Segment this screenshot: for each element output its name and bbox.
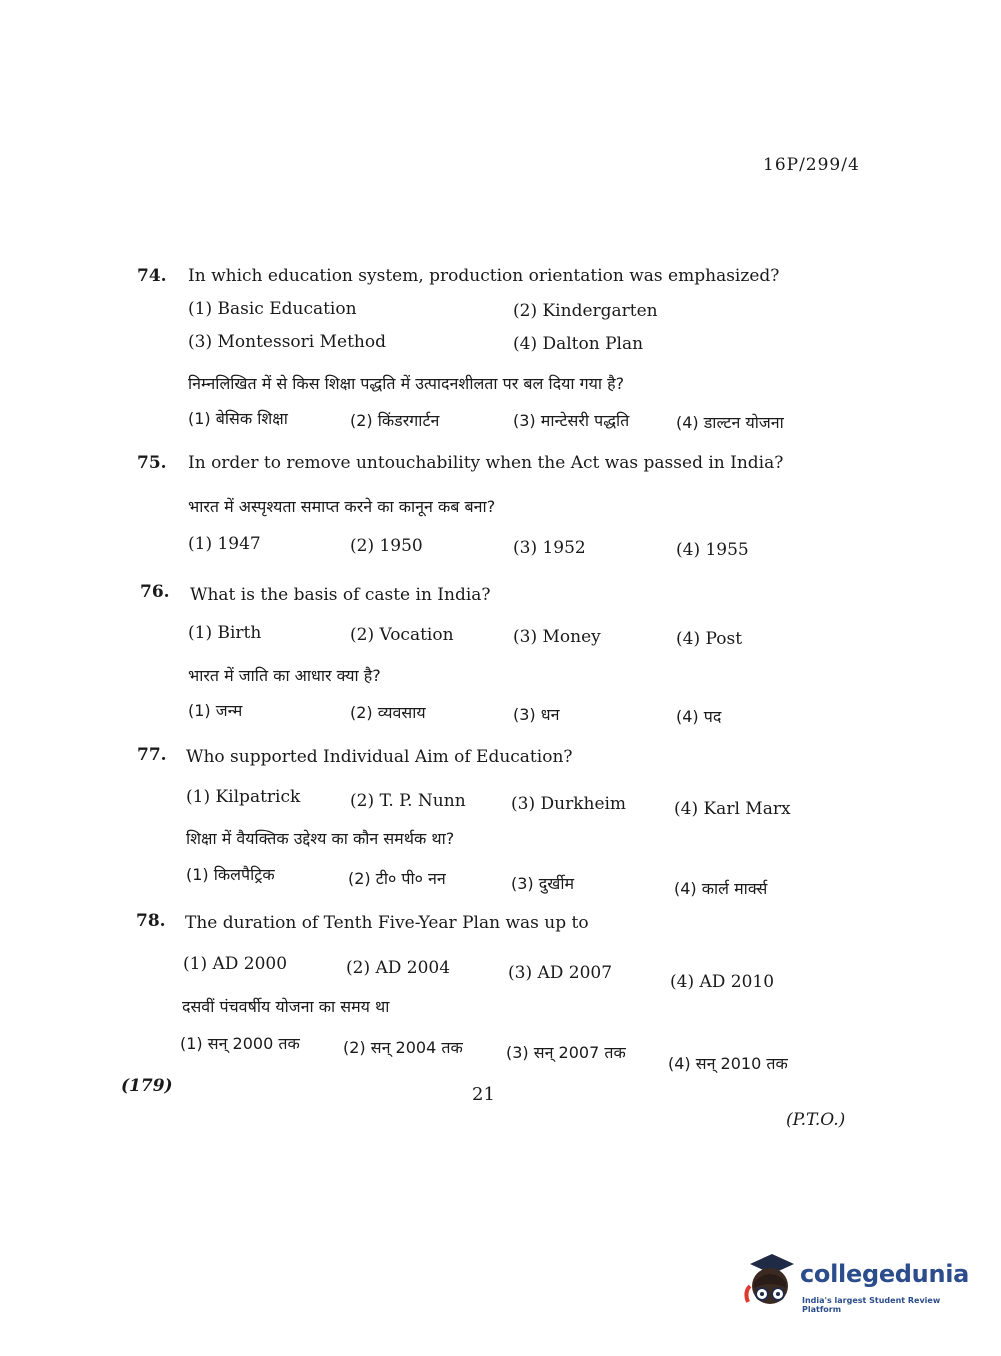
option-3: (3) Montessori Method [188, 332, 386, 352]
hindi-option-4: (4) डाल्टन योजना [676, 413, 784, 432]
option-4: (4) Dalton Plan [513, 334, 644, 354]
hindi-option-1: (1) बेसिक शिक्षा [188, 409, 288, 428]
option-4: (4) 1955 [676, 540, 749, 560]
question-text: In which education system, production orientation was emphasized? [188, 266, 780, 286]
page-number: 21 [472, 1084, 495, 1105]
hindi-option-4: (4) कार्ल मार्क्स [674, 879, 768, 898]
option-3: (3) Money [513, 627, 601, 647]
hindi-option-3: (3) मान्टेसरी पद्धति [513, 411, 630, 430]
option-1: (1) 1947 [188, 534, 261, 554]
option-2: (2) T. P. Nunn [350, 791, 466, 811]
option-4: (4) Karl Marx [674, 799, 791, 819]
hindi-option-4: (4) सन् 2010 तक [668, 1054, 788, 1073]
question-number: 78. [136, 911, 166, 931]
hindi-option-3: (3) सन् 2007 तक [506, 1043, 626, 1062]
hindi-question-text: दसवीं पंचवर्षीय योजना का समय था [182, 997, 390, 1016]
question-number: 76. [140, 582, 170, 602]
hindi-question-text: भारत में अस्पृश्यता समाप्त करने का कानून कब बना? [188, 497, 496, 516]
paper-code: 16P/299/4 [763, 155, 860, 175]
question-text: Who supported Individual Aim of Education? [186, 747, 573, 767]
option-4: (4) Post [676, 629, 743, 649]
hindi-question-text: निम्नलिखित में से किस शिक्षा पद्धति में उत्पादनशीलता पर बल दिया गया है? [188, 374, 625, 393]
question-number: 75. [137, 453, 167, 473]
student-mascot-icon [742, 1252, 798, 1312]
option-2: (2) 1950 [350, 536, 423, 556]
option-2: (2) Kindergarten [513, 301, 658, 321]
option-1: (1) Birth [188, 623, 262, 643]
question-text: In order to remove untouchability when the Act was passed in India? [188, 453, 784, 473]
collegedunia-logo [742, 1252, 972, 1314]
option-1: (1) Basic Education [188, 299, 357, 319]
question-number: 77. [137, 745, 167, 765]
footer-code: (179) [121, 1076, 173, 1096]
hindi-option-2: (2) सन् 2004 तक [343, 1038, 463, 1057]
hindi-option-2: (2) व्यवसाय [350, 703, 426, 722]
option-1: (1) AD 2000 [183, 954, 288, 974]
option-2: (2) Vocation [350, 625, 454, 645]
hindi-option-1: (1) सन् 2000 तक [180, 1034, 300, 1053]
option-3: (3) Durkheim [511, 794, 627, 814]
question-number: 74. [137, 266, 167, 286]
hindi-option-4: (4) पद [676, 707, 722, 726]
pto-label: (P.T.O.) [786, 1110, 846, 1130]
hindi-option-2: (2) किंडरगार्टन [350, 411, 440, 430]
hindi-option-3: (3) धन [513, 705, 560, 724]
hindi-option-3: (3) दुर्खीम [511, 874, 575, 893]
hindi-option-1: (1) जन्म [188, 701, 243, 720]
hindi-question-text: भारत में जाति का आधार क्या है? [188, 666, 381, 685]
question-text: The duration of Tenth Five-Year Plan was up to [185, 913, 589, 933]
question-text: What is the basis of caste in India? [190, 585, 491, 605]
option-3: (3) 1952 [513, 538, 586, 558]
hindi-option-2: (2) टी० पी० नन [348, 869, 446, 888]
option-4: (4) AD 2010 [670, 972, 775, 992]
hindi-option-1: (1) किलपैट्रिक [186, 865, 275, 884]
option-3: (3) AD 2007 [508, 963, 613, 983]
logo-tagline: India's largest Student Review Platform [802, 1296, 941, 1314]
logo-name: collegedunia [800, 1260, 970, 1288]
hindi-question-text: शिक्षा में वैयक्तिक उद्देश्य का कौन समर्थक था? [186, 829, 455, 848]
option-1: (1) Kilpatrick [186, 787, 301, 807]
option-2: (2) AD 2004 [346, 958, 451, 978]
